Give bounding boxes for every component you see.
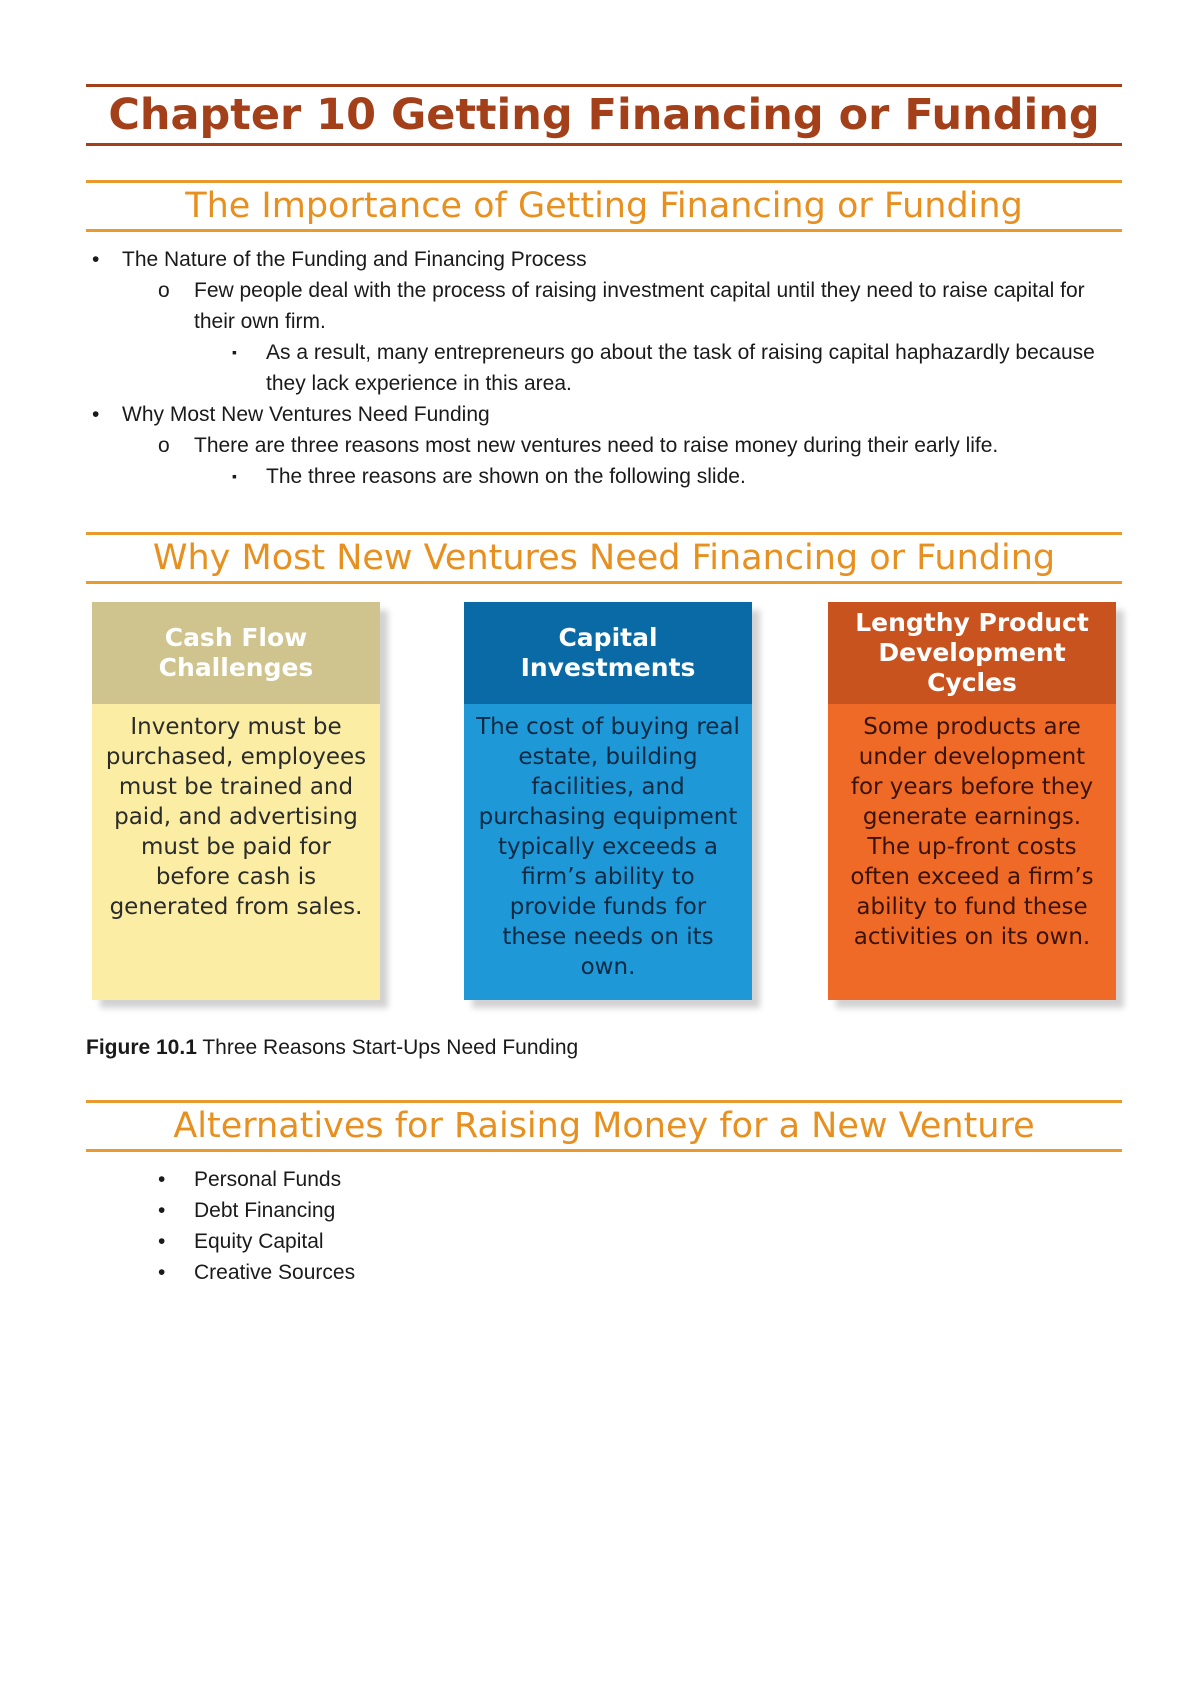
list-item-text: Few people deal with the process of raising investment capital until they need to raise capital for their own firm. <box>194 279 1085 333</box>
card-title: Cash Flow Challenges <box>92 602 380 704</box>
list-item <box>86 430 1122 461</box>
card-capital-investments <box>464 602 752 1000</box>
card-body-text: The cost of buying real estate, building facilities, and purchasing equipment typically exceeds a firm’s ability to provide funds for these needs on its own. <box>476 714 740 980</box>
bullet-icon: • <box>92 248 100 271</box>
section-heading-why: Why Most New Ventures Need Financing or Funding <box>152 538 1056 578</box>
card-lengthy-development <box>828 602 1116 1000</box>
bullet-icon: ▪ <box>232 468 237 484</box>
card-body <box>828 704 1116 1000</box>
list-item <box>86 1226 1122 1257</box>
list-item-text: Personal Funds <box>194 1168 342 1191</box>
section-rule <box>86 1149 1122 1152</box>
list-item <box>86 1257 1122 1288</box>
list-item-text: Debt Financing <box>194 1199 336 1222</box>
section-heading-alternatives: Alternatives for Raising Money for a New Venture <box>173 1106 1035 1146</box>
card-cash-flow <box>92 602 380 1000</box>
list-item <box>86 399 1122 430</box>
bullet-icon: ▪ <box>232 344 237 360</box>
figure-10-1 <box>86 602 1122 1012</box>
bullet-icon: • <box>158 1261 166 1284</box>
list-item-text: There are three reasons most new ventures need to raise money during their early life. <box>194 434 999 457</box>
section-rule <box>86 581 1122 584</box>
alternatives-list <box>86 1164 1122 1288</box>
document-page <box>86 84 1122 1288</box>
bullet-icon: • <box>158 1199 166 1222</box>
list-item-text: Creative Sources <box>194 1261 356 1284</box>
card-body-text: Inventory must be purchased, employees must be trained and paid, and advertising must be paid for before cash is generated from sales. <box>105 714 367 920</box>
card-body <box>464 704 752 1000</box>
figure-caption-label: Figure 10.1 <box>86 1036 197 1059</box>
figure-caption-text: Three Reasons Start-Ups Need Funding <box>196 1036 579 1059</box>
bullet-icon: o <box>158 279 170 302</box>
list-item <box>86 244 1122 275</box>
list-item-text: As a result, many entrepreneurs go about the task of raising capital haphazardly because they lack experience in this area. <box>266 341 1095 395</box>
bullet-icon: • <box>158 1168 166 1191</box>
list-item-text: The Nature of the Funding and Financing Process <box>122 248 587 271</box>
card-body-text: Some products are under development for years before they generate earnings. The up-front costs often exceed a firm’s ability to fund these activities on its own. <box>850 714 1094 950</box>
list-item <box>86 337 1122 399</box>
bullet-icon: • <box>158 1230 166 1253</box>
bullet-icon: o <box>158 434 170 457</box>
list-item <box>86 275 1122 337</box>
card-body <box>92 704 380 1000</box>
figure-caption <box>86 1034 1122 1062</box>
list-item-text: Equity Capital <box>194 1230 324 1253</box>
list-item-text: The three reasons are shown on the following slide. <box>266 465 746 488</box>
list-item <box>86 461 1122 492</box>
card-title: Lengthy Product Development Cycles <box>828 602 1116 704</box>
list-item <box>86 1195 1122 1226</box>
list-item-text: Why Most New Ventures Need Funding <box>122 403 490 426</box>
section-heading-importance: The Importance of Getting Financing or Funding <box>185 186 1023 226</box>
title-rule-bottom <box>86 143 1122 146</box>
bullet-icon: • <box>92 403 100 426</box>
card-title: Capital Investments <box>464 602 752 704</box>
section-rule <box>86 229 1122 232</box>
list-item <box>86 1164 1122 1195</box>
page-title: Chapter 10 Getting Financing or Funding <box>108 90 1100 140</box>
importance-outline <box>86 244 1122 492</box>
